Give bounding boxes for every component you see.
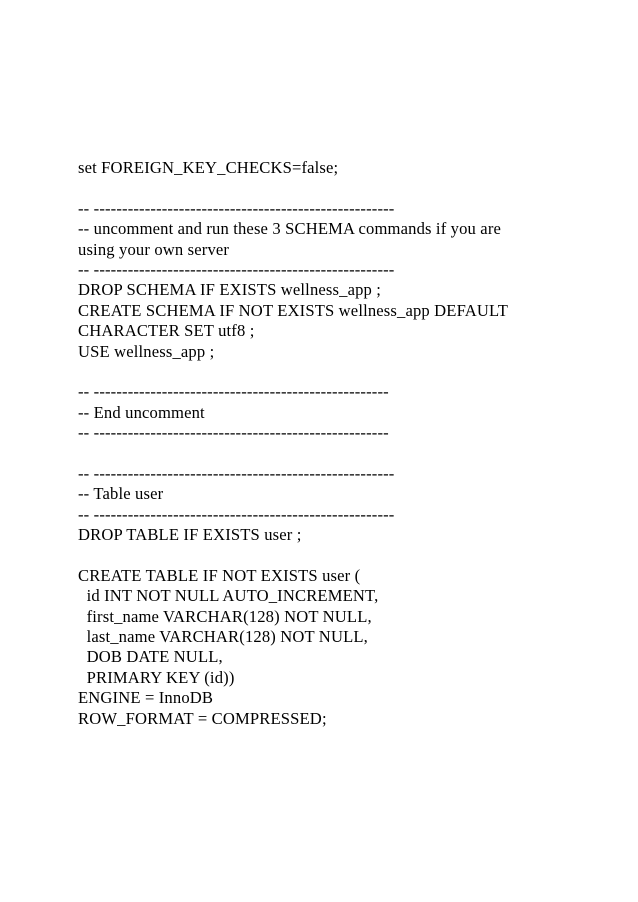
text-line: PRIMARY KEY (id)) — [78, 667, 235, 687]
text-line: -- ----------------------------------------------------- — [78, 504, 395, 524]
text-line: -- End uncomment — [78, 402, 205, 422]
text-line: DOB DATE NULL, — [78, 647, 223, 667]
text-line: CREATE SCHEMA IF NOT EXISTS wellness_app DEFAULT — [78, 300, 509, 320]
text-line: ROW_FORMAT = COMPRESSED; — [78, 708, 327, 728]
text-line: set FOREIGN_KEY_CHECKS=false; — [78, 158, 339, 177]
text-line: last_name VARCHAR(128) NOT NULL, — [78, 626, 368, 646]
text-line: DROP SCHEMA IF EXISTS wellness_app ; — [78, 280, 382, 300]
text-line: CHARACTER SET utf8 ; — [78, 321, 255, 341]
text-line: CREATE TABLE IF NOT EXISTS user ( — [78, 565, 361, 585]
text-line: -- ----------------------------------------------------- — [78, 198, 395, 218]
text-line: -- ---------------------------------------------------- — [78, 382, 389, 402]
blank-line — [78, 178, 558, 198]
text-line: -- ----------------------------------------------------- — [78, 259, 395, 279]
text-line: -- ---------------------------------------------------- — [78, 423, 389, 443]
text-line: -- Table user — [78, 484, 164, 504]
text-line: USE wellness_app ; — [78, 341, 215, 361]
text-line: DROP TABLE IF EXISTS user ; — [78, 525, 302, 545]
text-line: using your own server — [78, 239, 230, 259]
blank-line — [78, 443, 558, 463]
blank-line — [78, 545, 558, 565]
text-line: -- ----------------------------------------------------- — [78, 463, 395, 483]
document-text — [78, 158, 558, 729]
text-line: -- uncomment and run these 3 SCHEMA commands if you are — [78, 219, 502, 239]
text-line: ENGINE = InnoDB — [78, 688, 214, 708]
text-line: first_name VARCHAR(128) NOT NULL, — [78, 606, 372, 626]
text-line: id INT NOT NULL AUTO_INCREMENT, — [78, 586, 379, 606]
blank-line — [78, 362, 558, 382]
